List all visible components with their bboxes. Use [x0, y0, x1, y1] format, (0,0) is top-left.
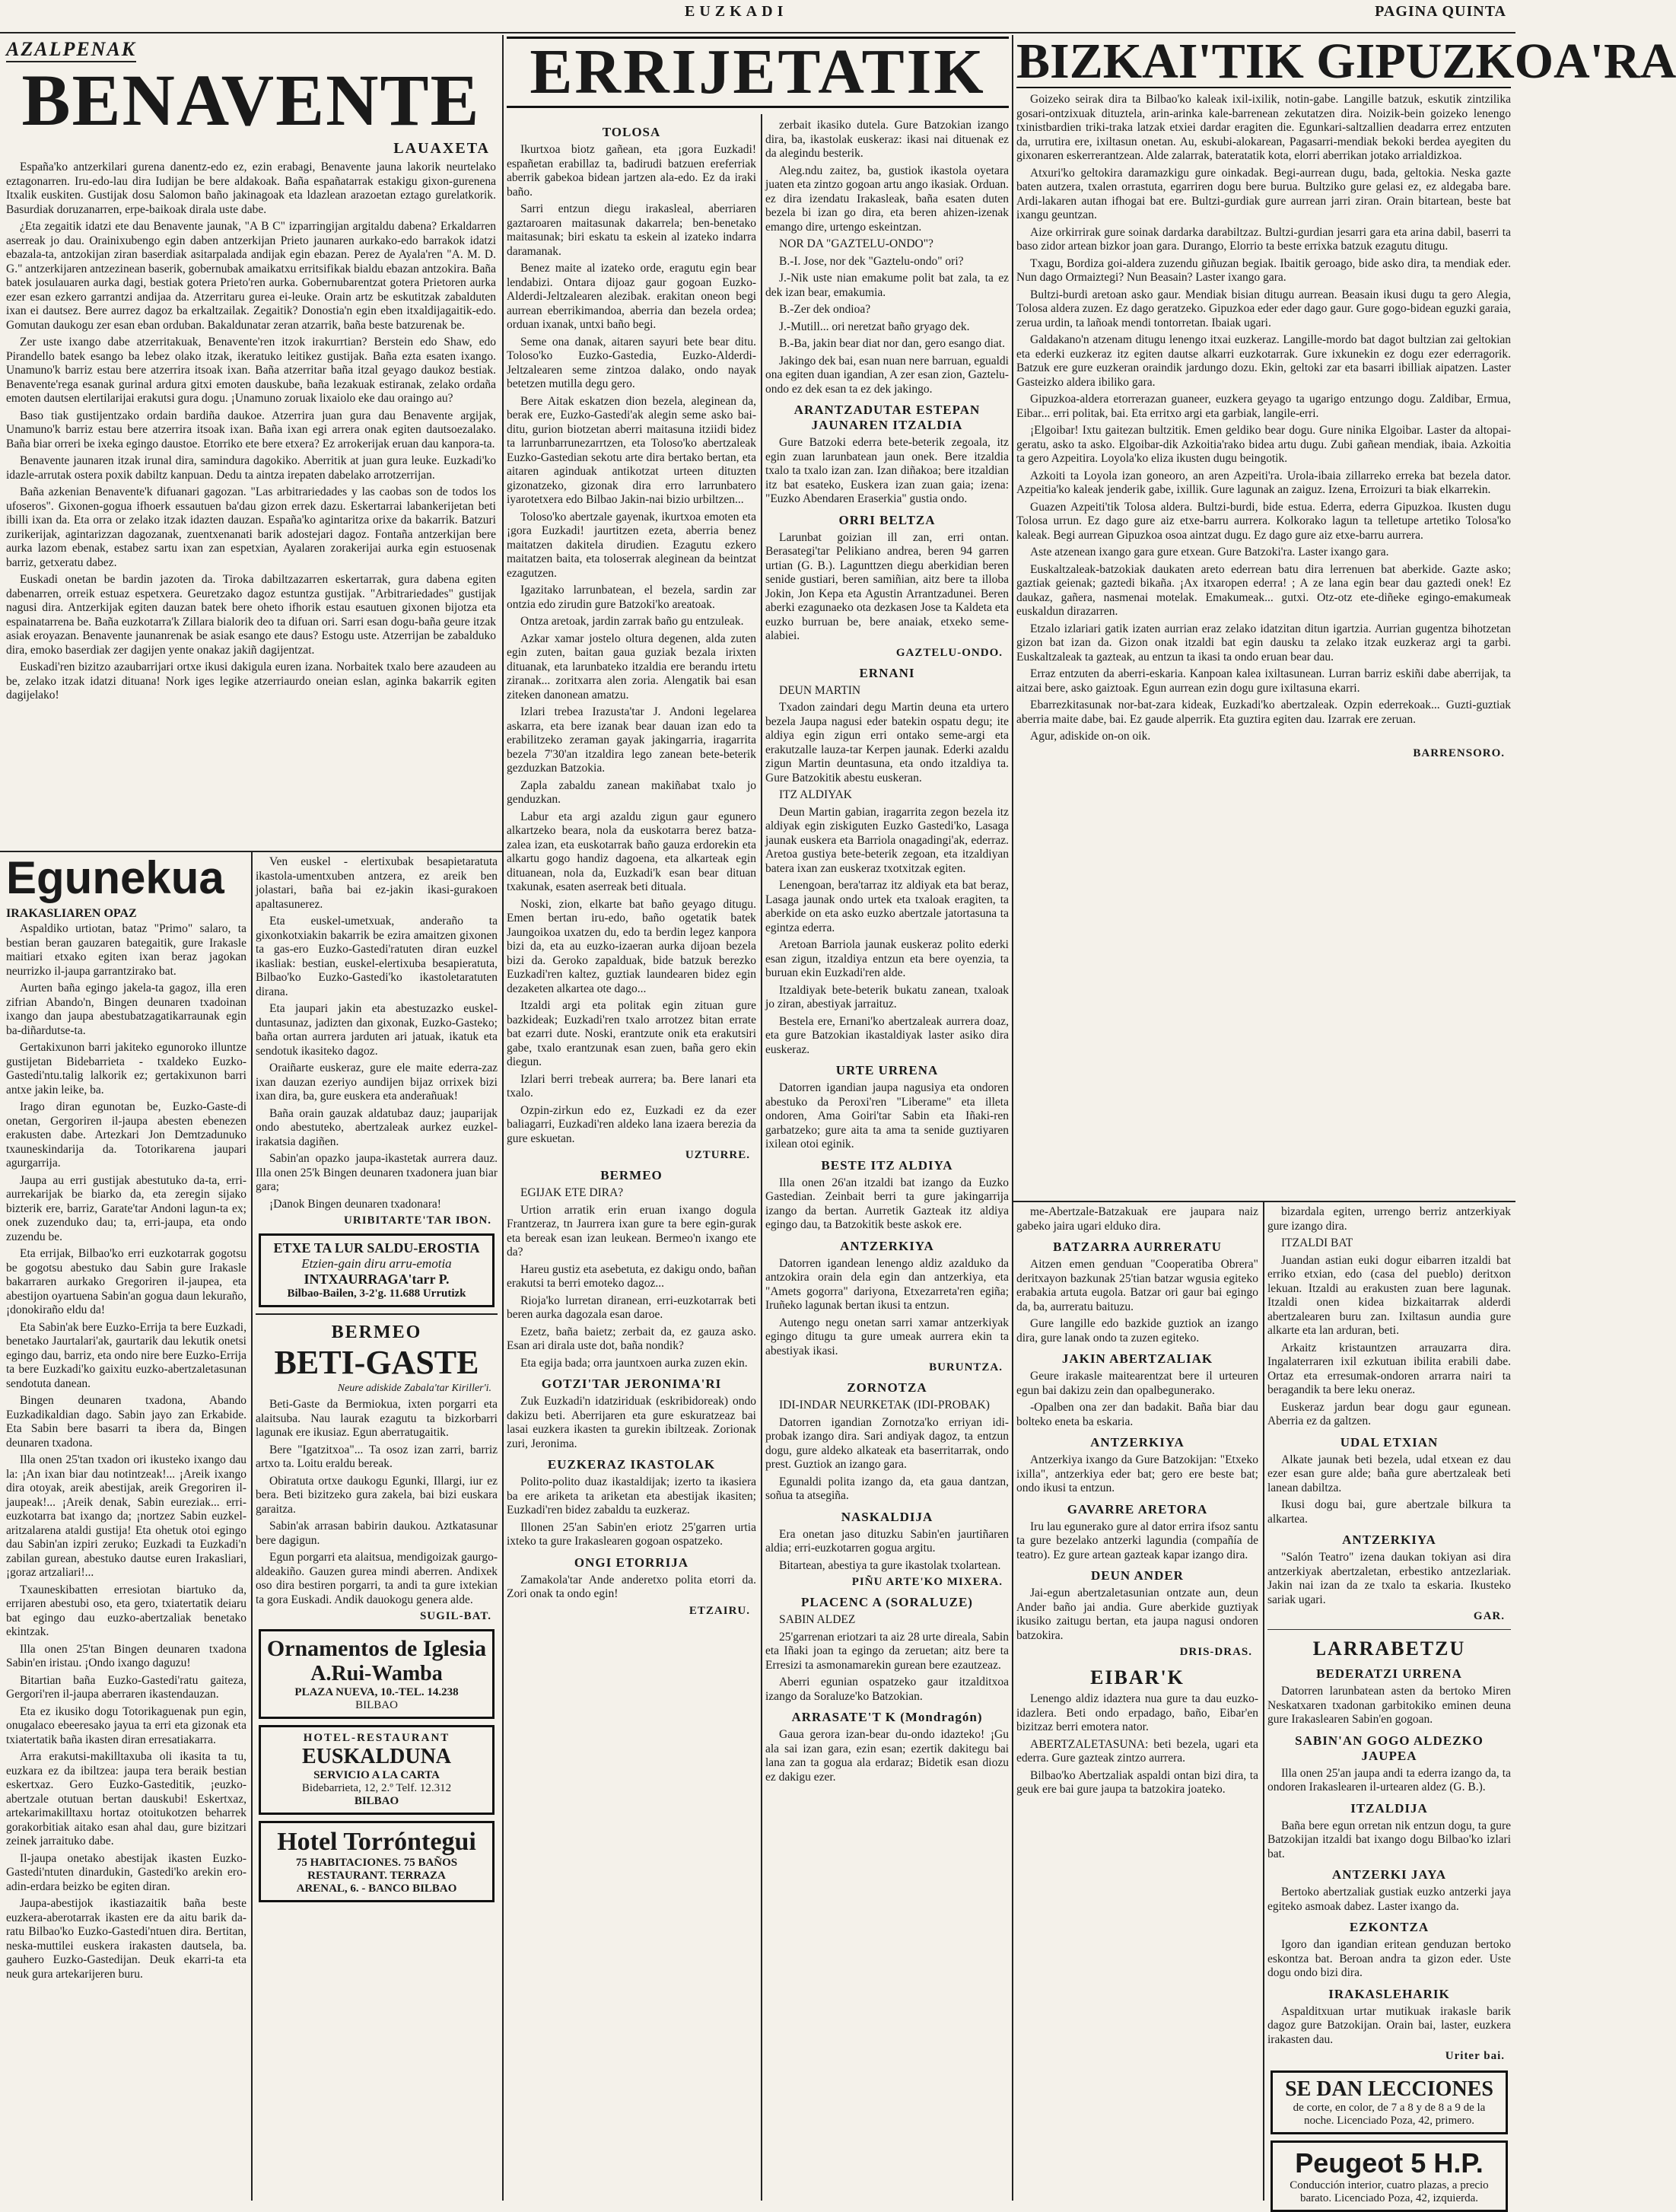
running-head	[0, 0, 1515, 33]
subheading: URTE URRENA	[835, 1063, 939, 1077]
paragraph: Erraz entzuten da aberri-eskaria. Kanpoan kalea ixiltasunean. Lurran barriz eskiñi dabe aberrijak, ta aitzai bere, asko gaiztoak. Egun aurrean ezin dogu gure ixiltasuna ekarri.	[1016, 667, 1511, 695]
paragraph: Arkaitz kristauntzen arrauzarra dira. Ingalaterraren ixil ezkutuan ibilita erabili dabe. Ortaz eta erresumak-ondoren arrarra nairi ta beragandik ta bere leku oneraz.	[1267, 1341, 1511, 1396]
column-rule	[251, 852, 253, 2201]
subheading: GAVARRE ARETORA	[1067, 1501, 1208, 1517]
paragraph: ¡Danok Bingen deunaren txadonara!	[269, 1197, 441, 1211]
article-signature: Uriter bai.	[1445, 2050, 1505, 2062]
paragraph: Il-jaupa onetako abestijak ikasten Euzko-Gastedi'ntuten dinardukin, Gastedi'ko arekin ero-adin-erdara beizko be egiten diran.	[6, 1851, 246, 1893]
subheading: BESTE ITZ ALDIYA	[821, 1157, 953, 1173]
paragraph: Aste atzenean ixango gara gure etxean. Gure Batzoki'ra. Laster ixango gara.	[1030, 546, 1389, 559]
paragraph: Aspalditxuan urtar mutikuak irakasle barik dagoz gure Batzokijan. Orain bai, laster, euzkera irakasten dau.	[1267, 2004, 1511, 2046]
ad-line: ETXE TA LUR SALDU-EROSTIA	[273, 1240, 480, 1256]
regional-news-left	[507, 125, 756, 1618]
section-rule	[1267, 1629, 1511, 1630]
paragraph: ITZALDI BAT	[1281, 1236, 1353, 1249]
paragraph: Zapla zabaldu zanean makiñabat txalo jo genduzkan.	[507, 778, 756, 806]
paragraph: Txagu, Bordiza goi-aldera zuzendu giñuzan begiak. Ibaitik geroago, bide asko dira, ta mendiak eder. Nun dago Ormaiztegi? Nun Beasain? Laster ixango gara.	[1016, 256, 1511, 284]
paragraph: Igazitako larrunbatean, el bezela, sardin zar ontzia edo zirudin gure Batzoki'ko areatoak.	[507, 584, 756, 611]
paragraph: Ebarrezkitasunak nor-bat-zara kideak, Euzkadi'ko abertzaleak. Ozpin ederrekoak... Guzti-guztiak aberria maite dabe, bai. Ez gaude alperrik. Eta guztira egiten dau. Izarrak ere zeruan.	[1016, 699, 1511, 726]
column-rule	[1263, 1202, 1264, 2201]
article-signature: UZTURRE.	[685, 1149, 750, 1161]
lower-news-left	[1016, 1205, 1258, 2201]
paragraph: Labur eta argi azaldu zigun gaur egunero alkartzeko beara, nola da euskotarra berez batza-zalea izan, eta euskotarrak baño gauza erdorekin eta alkartu gogo handiz dagoena, eta alkarteak egin dituanean, nola da, Euzkadi'k esan bear dituan txakunak, esaten aserreak beti dituala.	[507, 810, 756, 893]
errijetatik-headline: ERRIJETATIK	[507, 37, 1009, 108]
paragraph: B.-I. Jose, nor dek "Gaztelu-ondo" ori?	[779, 254, 964, 268]
subheading: EUZKERAZ IKASTOLAK	[547, 1457, 716, 1472]
paragraph: Gipuzkoa-aldera etorrerazan guaneer, euzkera geyago ta ugarigo entzungo dogu. Zaldibar, Ermua, Eibar... erri politak, bai. Eta erritxo argi eta garbiak, langile-erri.	[1016, 393, 1511, 420]
paragraph: Zamakola'tar Ande anderetxo polita etorri da. Zori onak ta ondo egin!	[507, 1573, 756, 1600]
paragraph: Jai-egun abertzaletasunian ontzate aun, deun Ander baño jai andia. Gure aberkide guztiyak ikusiko zaitugu bertan, eta jaupa nagusi ondoren batzokira.	[1016, 1587, 1258, 1642]
paragraph: Etzalo izlariari gatik izaten aurrian eraz zelako idatzitan ditun igartzia. Aurrian gugentza bihotzetan gizon bat izan da. Gizon onak itzaldi bat egin dausku ta zelako itzak euzkeraz argi ta garbi. Euskaltzaleak ta gazteak, au entzun ta ikasi ta ondo eruan bear dau.	[1016, 622, 1511, 664]
paragraph: Euskadi'ren bizitzo azaubarrijari ortxe ikusi dakigula euren izana. Norbaitek txalo bere azaudeen au be, zelako itzak idatzi dituana! Nork iges legike atzerriaurdo oneian eslan, aginka bakarrik egiten dagijelako!	[6, 660, 496, 702]
paragraph: Jaupa-abestijok ikastiazaitik baña beste euzkera-aberotarrak ikasten ere da aitu barik da-ratu Bilbao'ko Euzko-Gastedi'ntuen dira. Bertitan, neska-muttilei euskera irakasten dautsela, ba. gauhero Euzko-Gastedijan. Deuk ekarri-ta eta neuk gura artekarijeren buru.	[6, 1897, 246, 1981]
errijetatik-column-left	[507, 119, 756, 2201]
ad-line: INTXAURRAGA'tarr P.	[304, 1272, 450, 1287]
paragraph: Txadon zaindari degu Martin deuna eta urtero bezela Jaupa nagusi eder batekin ospatu degu; ite aldiya egin zigun erri ontako seme-argi eta erakutzalle lauza-tar Kerpen jaunak. Ederki azaldu zigun Martin deuntasuna, eta ondo itzaldiya ta. Gure Batzokitik abestu euskeran.	[765, 701, 1009, 785]
paragraph: Jaupa au erri gustijak abestutuko da-ta, erri-aurrekarijak be biarko da, eta zeregin sijako bizterik ere, barriz, Garate'tar Andoni lagun-ta ex; onek zuzenduko dau; ta, erri-jaupa, eta ondo zuzendu be.	[6, 1173, 246, 1243]
paragraph: Datorren larunbatean asten da bertoko Miren Neskatxaren txadonan garbitokiko eminen deuna gure Irakaslearen Sabin'en gogoan.	[1267, 1685, 1511, 1726]
paragraph: Beti-Gaste da Bermiokua, ixten porgarri eta alaitsuba. Nau laurak ezagutu ta bizkorbarri lagunak ere ikusiaz. Egun aberratugaitik.	[256, 1398, 498, 1439]
article-signature: DRIS-DRAS.	[1179, 1646, 1252, 1658]
paragraph: B.-Zer dek ondioa?	[779, 303, 871, 316]
subheading: ORRI BELTZA	[838, 512, 936, 527]
ad-line: BILBAO	[355, 1699, 398, 1711]
column-rule	[761, 114, 762, 2201]
paragraph: Datorren igandian Zornotza'ko erriyan idi-probak izango dira. Sari andiyak dagoz, ta entzun dogu, gure aldeko alkateak eta baserritarrak, ondo prest. Guztiok an izango gara.	[765, 1415, 1009, 1471]
column-rule	[1012, 35, 1013, 2201]
paragraph: Euskeraz jardun bear dogu gaur egunean. Aberria ez da galtzen.	[1267, 1400, 1511, 1427]
paragraph: Guazen Azpeiti'tik Tolosa aldera. Bultzi-burdi, bide estua. Ederra, ederra Gipuzkoa. Ikusten dugu Tolosa urrun. Ez dago gure aiz etxe-barru aurrera. Kolkorako lagun ta telletupe artetiko Tolosa'ko kaleak. Begi aurrean Gipuzkoa osoa aintzat dugu. Ez dago gure aiz etxe-barru aurrera.	[1016, 500, 1511, 542]
subheading: BERMEO	[600, 1168, 663, 1182]
paragraph: Zer uste ixango dabe atzerritakuak, Benavente'ren itzok irakurrtian? Berstein edo Shaw, edo Pirandello batek esango ba lebez olako itzak, ikeratuko leitikez gustijak. Baña ezta esaten ixango. Unamuno'k barriz estau bere atzerrira itsoak ixan. Baña atzerritar baña itzal geyago daukoz bestiak. Benavente'rega esanak gurinal ardura gitxi emoten dauskube, baña lezakuak estiranak, zelako ordaña emoten dautsen elertilarijai erakutsi gura dogu. ¡Unamuno zoruak lixaiolo eke dau oraingo au?	[6, 336, 496, 405]
subheading: JAKIN ABERTZALIAK	[1061, 1351, 1213, 1366]
running-head-title: EUZKADI	[685, 3, 788, 20]
egunekua-article	[6, 852, 246, 2201]
paragraph: Antzerkiya ixango da Gure Batzokijan: "Etxeko ixilla", antzerkiya eder bat; gero ere beste bat; ondo ikusi ta entzun.	[1016, 1453, 1258, 1494]
column-rule	[502, 35, 504, 2201]
ad-text: Conducción interior, cuatro plazas, a precio barato. Licenciado Poza, 42, izquierda.	[1290, 2179, 1489, 2204]
paragraph: Baña azkenian Benavente'k difuanari gagozan. "Las arbitrariedades y las caobas son de todos los ufoseros". Gixonen-gogua ifhoerk essautuen ba'dau gizon errek dazu. Eskertarrai labankerijetan beti ibilli ixan da. Eta orra or zelako itzak idazten dauzan. España'ko agintaritza orixe da bakarrik. Batzuri zurikerijak, agintarizzan dagozanak, zuentxenanati barik adostejari dagoz. Fontaña antzerkijan bere aurka lazom ebenak, estabez sartu ixan zan espetxian, Ayalaren zorakerijai aurka egin estuosenak barriz, getxeratu dabez.	[6, 485, 496, 569]
subheading: BEDERATZI URRENA	[1316, 1666, 1462, 1681]
article-signature: BURUNTZA.	[929, 1361, 1003, 1373]
subheading: ANTZERKI JAYA	[1331, 1867, 1447, 1882]
paragraph: Atxuri'ko geltokira daramazkigu gure oinkadak. Begi-aurrean dugu, bada, geltokia. Neska gazte baten autzera, txalen orrastuta, egarriren dogu bere burua. Bultziko gure gelasi ez, ez aldegaba bare. Ardi-lakaren autan ifhogai bat ere. Bultzi-gurdiak gure aurrean jarri ziran. Orain bitartean, beste bat ixangu geuntzan.	[1016, 166, 1511, 221]
paragraph: SABIN ALDEZ	[779, 1613, 856, 1626]
paragraph: Eta Sabin'ak bere Euzko-Errija ta bere Euzkadi, benetako Jaurtalari'ak, gaurtarik dau lekutik onetsi egingo dau, barriz, eta ondo nire bere Euzko-Errija ta bere Euzkadi'ko gaixitu euzko-abertzaletasunan sendotuta danean.	[6, 1320, 246, 1390]
ornamentos-ad	[259, 1629, 495, 1719]
paragraph: Obiratuta ortxe daukogu Egunki, Illargi, iur ez bera. Beti bizitzeko gura zakela, bai bizi euskara garaitza.	[256, 1474, 498, 1516]
paragraph: Eta jaupari jakin eta abestuzazko euskel-duntasunaz, jadizten dan gixonak, Euzko-Gasteko; baña ortan aurrera jarduten ari jatuak, ikatuk eta sendotuk ikasiteko dagoz.	[256, 1002, 498, 1058]
paragraph: Ikurtxoa biotz gañean, eta ¡gora Euzkadi! españetan erabillaz ta, badirudi batzuen ereferriak aberrik gabekoa bidean jartzen ala-edo. Ez da iraki baño.	[507, 143, 756, 199]
paragraph: Izlari berri trebeak aurrera; ba. Bere lanari eta txalo.	[507, 1072, 756, 1100]
bizkaitik-headline: BIZKAI'TIK GIPUZKOA'RA	[1016, 33, 1676, 89]
paragraph: Eta errijak, Bilbao'ko erri euzkotarrak gogotsu be gogotsu abestuko dau Sabin gure Irakasle bakarraren aurkako Gregoriren il-jaupea, eta abestijon oyartuena Sabin'an gogua daun lekuraño, ¡donokiraño eldu da!	[6, 1247, 246, 1316]
ad-line: BILBAO	[354, 1795, 399, 1807]
paragraph: Egunaldi polita izango da, eta gaua dantzan, soñua ta atsegiña.	[765, 1475, 1009, 1502]
subheading: LARRABETZU	[1312, 1638, 1466, 1660]
ad-line: EUSKALDUNA	[301, 1745, 452, 1768]
regional-news-right	[765, 119, 1009, 1784]
paragraph: ABERTZALETASUNA: beti bezela, ugari eta ederra. Gure gazteak zintzo aurrera.	[1016, 1737, 1258, 1765]
paragraph: Eta egija bada; orra jauntxoen aurka zuzen ekin.	[520, 1356, 748, 1370]
paragraph: Aberri egunian ospatzeko gaur itzalditxoa izango da Soraluze'ko Batzokian.	[765, 1676, 1009, 1703]
subheading: NASKALDIJA	[841, 1509, 933, 1524]
paragraph: Aitzen emen genduan "Cooperatiba Obrera" deritxayon bazkunak 25'tian batzar wgusia egiteko erabakia artuta eugola. Batzar ori gaur bai egingo da, ba, aurreratu baituzu.	[1016, 1258, 1258, 1313]
paragraph: Aize orkirrirak gure soinak dardarka darabiltzaz. Bultzi-gurdian jesarri gara eta arina dabil, baserri ta baso zidor artean bizkor joan gara. Durango, Elorrio ta beste errixka batzuk ezagutu ditugu.	[1016, 225, 1511, 253]
ad-line: SERVICIO A LA CARTA	[313, 1769, 440, 1781]
paragraph: Illa onen 25'an jaupa andi ta ederra izango da, ta ondoren Irakaslearen il-urtearen aldez (G. B.).	[1267, 1766, 1511, 1793]
section-kicker: AZALPENAK	[6, 38, 136, 62]
paragraph: Lenengo aldiz idaztera nua gure ta dau euzko-idazlera. Beti ondo erpadago, baño, Eibar'en bizitzaz berri emotera nator.	[1016, 1692, 1258, 1733]
subheading: DEUN ANDER	[1091, 1568, 1184, 1583]
benavente-article	[6, 38, 496, 851]
ad-line: ARENAL, 6. - BANCO BILBAO	[296, 1883, 457, 1895]
paragraph: Gure langille edo bazkide guztiok an izango dira, gure lanak ondo ta zuzen egiteko.	[1016, 1317, 1258, 1345]
paragraph: Agur, adiskide on-on oik.	[1030, 730, 1151, 743]
bizkaitik-article	[1016, 33, 1676, 1201]
paragraph: -Opalben ona zer dan badakit. Baña biar dau bolteko eneta ba eskaria.	[1016, 1401, 1258, 1428]
paragraph: Gertakixunon barri jakiteko egunoroko illuntze gustijetan Bidebarrieta - txaldeko Euzko-Gastedi'ntu.talig lalkorik ez; gertakixunon barri antxe jakin leike, ba.	[6, 1041, 246, 1096]
paragraph: Itzaldiyak bete-beterik bukatu zanean, txaloak jo ziran, abestiyak jarraituz.	[765, 983, 1009, 1011]
paragraph: Benez maite al izateko orde, eragutu egin bear lendabizi. Ontara dijoaz gaur gogoan Euzko-Alderdi-Jeltzalearen alezibak. erakitan oneon begi aurrean eberrikimandoa, aberria dan bezela ordea; orduan ixanak, untxi baño begi.	[507, 262, 756, 331]
paragraph: Ontza aretoak, jardin zarrak baño gu entzuleak.	[520, 615, 744, 628]
article-signature: PIÑU ARTE'KO MIXERA.	[851, 1576, 1003, 1588]
paragraph: J.-Nik uste nian emakume polit bat zala, ta ez dek izan bear, emakumia.	[765, 272, 1009, 299]
paragraph: 25'garrenan eriotzari ta aiz 28 urte direala, Sabin eta Iñaki joan ta egingo da zeruetan; aitz bere ta Erresizi ta asmonamarekin gurean bere ezautzeaz.	[765, 1630, 1009, 1672]
paragraph: Ozpin-zirkun edo ez, Euzkadi ez da ezer baliagarri, Euzkadi'ren aldeko lana izaera berezia da gure eskuetan.	[507, 1103, 756, 1145]
paragraph: Bitartian baña Euzko-Gastedi'ratu gaiteza, Gergori'ren il-jaupa aberraren ikastendauzan.	[6, 1673, 246, 1701]
ad-line: A.Rui-Wamba	[310, 1662, 443, 1685]
paragraph: Datorren igandian jaupa nagusiya eta ondoren abestuko da Peroxi'ren "Liberame" eta illeta ondoren, Ama Goiri'tar Sabin eta Iñaki-ren garbatzeko; gure aita ta ama ta senide guztiyaren ixilean otoi eginik.	[765, 1081, 1009, 1151]
section-rule	[1012, 1201, 1515, 1202]
errijetatik-masthead	[507, 37, 1009, 113]
ad-title: Peugeot 5 H.P.	[1295, 2147, 1484, 2179]
paragraph: Rioja'ko lurretan diranean, erri-euzkotarrak beti beren aurka dagozala esan daroe.	[507, 1294, 756, 1321]
egunekua-subhead: IRAKASLIAREN OPAZ	[6, 907, 137, 920]
paragraph: ITZ ALDIYAK	[779, 788, 852, 801]
paragraph: Era onetan jaso dituzku Sabin'en jaurtiñaren aldia; erri-euzkotarren gogua argitu.	[765, 1527, 1009, 1555]
article-signature: GAR.	[1473, 1610, 1505, 1622]
paragraph: "Salón Teatro" izena daukan tokiyan asi dira antzerkiyak abertzaletan, erbestiko antzezlariak. Jakin nai izan da ze txalo ta eskaria. Ikusteko sariak ugari.	[1267, 1551, 1511, 1606]
paragraph: zerbait ikasiko dutela. Gure Batzokian izango dira, ba, ikastolak euskeraz: ikasi nai dituenak ez da alegindu besterik.	[765, 119, 1009, 160]
paragraph: Aspaldiko urtiotan, bataz "Primo" salaro, ta bestian beran gauzaren bategaitik, gure Irakasle maitiari etxako egiten ixan beraz jagokan neurrizko il-jaupa garrantzirako bat.	[6, 922, 246, 978]
paragraph: Illa onen 25'tan Bingen deunaren txadona Sabin'en iristau. ¡Ondo ixango daguzu!	[6, 1642, 246, 1669]
paragraph: Gure Batzoki ederra bete-beterik zegoala, itz egin zuan larunbatean jaun onek. Bere itzaldia txalo ta txalo izan zan. Izan diñakoa; bere itzaldian itz bat esateko, Euskera izan zuan gaia; izena: "Euzko Abendaren Eraserkia" gustia ondo.	[765, 436, 1009, 505]
paragraph: Alkate jaunak beti bezela, udal etxean ez dau ezer esan gure alde; baña gure abertzaleak beti lanean dabiltza.	[1267, 1453, 1511, 1494]
paragraph: Toloso'ko abertzale gayenak, ikurtxoa emoten eta ¡gora Euzkadi! jaurtitzen ezeta, aberria benez maitatzen dakitela dirudien. Ezagutu ezkero maitatzen baita, eta toloserrak aleginean da beintzat ezagutzen.	[507, 510, 756, 580]
ad-line: Bilbao-Bailen, 3-2'g. 11.688 Urrutizk	[287, 1287, 466, 1300]
paragraph: IDI-INDAR NEURKETAK (IDI-PROBAK)	[779, 1399, 990, 1412]
subheading: ANTZERKIYA	[1090, 1435, 1185, 1450]
benavente-headline: BENAVENTE	[21, 59, 481, 141]
subheading: ANTZERKIYA	[840, 1238, 934, 1253]
paragraph: Ezetz, baña baietz; zerbait da, ez gauza asko. Esan ari dirala uste dot, baña nondik?	[507, 1325, 756, 1352]
paragraph: DEUN MARTIN	[779, 683, 861, 697]
ad-title: SE DAN LECCIONES	[1285, 2077, 1493, 2101]
paragraph: NOR DA "GAZTELU-ONDO"?	[779, 237, 933, 250]
subheading: GOTZI'TAR JERONIMA'RI	[541, 1377, 722, 1391]
ad-line: Ornamentos de Iglesia	[266, 1636, 487, 1661]
ad-line: Etzien-gain diru arru-emotia	[301, 1256, 452, 1271]
paragraph: Galdakano'n atzenam ditugu lenengo itxai euzkeraz. Langille-mordo bat dagot bultzian zai geltokian eta ederki euzkeraz itz egiten dautse alkarri euzkotarrak. Gure ixkunekin ez dogu ezer ederragorik. Batzuk ere gure euzkeran oraindik jardungo dozu. Ekin, geltoki zar eta basarri ibilliak aipatzen. Laster Gasteizko aldera ibiliko gara.	[1016, 333, 1511, 389]
paragraph: Baña bere egun orretan nik entzun dogu, ta gure Batzokijan itzaldi bat ixango dogu Bilbao'ko izlari bat.	[1267, 1819, 1511, 1860]
paragraph: Bingen deunaren txadona, Abando Euzkadikaldian dago. Sabin jayo zan Erkabide. Eta Sabin bere basarri ta ibera da, Bingen deunaren txadona.	[6, 1394, 246, 1450]
page-number-label: PAGINA QUINTA	[1375, 3, 1506, 20]
real-estate-ad	[259, 1233, 495, 1307]
paragraph: Baso tiak gustijentzako ordain bardiña daukoe. Atzerrira juan gura dau Benavente argijak, Unamuno'k barriz estau bere atzerrira itsoak ixan. Baña ixan egi arrera onak egiten dautsoezalako. Baña biar orreri be ixeka egingo daustoe. Etorriko ete bere etxera? Ez arrokerijak eruan dau kanpora-ta.	[6, 409, 496, 450]
paragraph: Seme ona danak, aitaren sayuri bete bear ditu. Toloso'ko Euzko-Gastedia, Euzko-Alderdi-Jeltzalearen seme zintzoa dalako, ondo nayak betetzen mutilla degu gero.	[507, 335, 756, 390]
egunekua-continuation	[256, 855, 498, 1211]
section-rule	[256, 1313, 498, 1315]
paragraph: ¿Eta zegaitik idatzi ete dau Benavente jaunak, "A B C" izparringijan argitaldu dabena? Erkaldarren aserreak jo dau. Orainixubengo egin daben antzerkijan Prieto jaunaren aurkako-edo barrakok idatzi ebazala-ta, antzokijan ziran baserdiak asitarpalada andijak egin ebazan. Perez de Ayala'ren "A. M. D. G." antzerkijaren antzezinean baserik, gobernubak amaikatxu erritsifikak bialdu ebazan antzokira. Baña batek josulauaren aurka dagi, bestiak gotera Prieto'ren aurka. Gobernubarentzat gotera Prietoren aurka ezer esan ezkero garrantzi andijaa da. Atzerritaru gurea ei-leuke. Orain artz be eskutitzak zabalduten ixan ei dautsez. Bere aurrez dagoz ba erkaltzailak. Zegaitik? Donostia'n egin eben itxaldijagaitik-edo. Gomutan daukogu zer esan eban orduban. Bakaldunatar zeran atzarrik, baña beste batzurenak be.	[6, 220, 496, 332]
subheading: ONGI ETORRIJA	[574, 1555, 689, 1570]
euskalduna-ad	[259, 1725, 495, 1815]
ad-line: PLAZA NUEVA, 10.-TEL. 14.238	[294, 1686, 459, 1698]
short-news-list	[1016, 1205, 1258, 1643]
short-news-right	[1267, 1205, 1511, 2063]
subheading: SABIN'AN GOGO ALDEZKO JAUPEA	[1295, 1733, 1484, 1763]
paragraph: B.-Ba, jakin bear diat nor dan, gero esango diat.	[779, 337, 1005, 350]
paragraph: me-Abertzale-Batzakuak ere jaupara naiz gabeko jaira ugari elduko dira.	[1016, 1205, 1258, 1233]
paragraph: Baña orain gauzak aldatubaz dauz; jauparijak ondo abestuteko, abertzaleak aurkez euzkel-irakatsia dagiñen.	[256, 1106, 498, 1148]
paragraph: Bestela ere, Ernani'ko abertzaleak aurrera doaz, eta gure Batzokian ikastaldiyak laster asiko dira euskeraz.	[765, 1014, 1009, 1056]
paragraph: Aretoan Barriola jaunak euskeraz polito ederki esan zigun, itzaldiya entzun eta bere oyenzia, ta buruan ekin Euzkadi'ren alde.	[765, 938, 1009, 979]
paragraph: Eta euskel-umetxuak, anderaño ta gixonkotxiakin bakarrik be ezira amaitzen gixonen ta gas-ero Euzko-Gastedi'ratuten diran euzkel ikasliak: bestian, euskel-elertixuba besapieratuta, Bilbao'ko Euzko-Gastedi'ko ikastoletaratuten dirana.	[256, 915, 498, 998]
paragraph: Gaua gerora izan-bear du-ondo idazteko! ¡Gu ala sai izan gara, ezin esan; ezertik dakitegu bai lana zan ta gogua ala erdaraz; Bidetik esan diozu ez dakigu ezer.	[765, 1728, 1009, 1784]
subheading: PLACENC A (SORALUZE)	[801, 1595, 973, 1609]
errijetatik-column-right	[765, 119, 1009, 2201]
paragraph: Benavente jaunaren itzak irunal dira, samindura dagokiko. Aberritik at juan gura leuke. Euzkadi'ko idazle-arrutak ostera poxik dabiltz kanpuan. Dedu ta aintza irepaten dabelako arrotzerrijan.	[6, 454, 496, 482]
article-signature: ETZAIRU.	[689, 1604, 750, 1617]
paragraph: Izlari trebea Irazusta'tar J. Andoni legelarea askarra, eta bere izanak bear dauan izan edo ta erabilitzeko zeraman gayak jakingarria, iragarrita bezela 7'30'an itzaldira lego zanean bete-beterik gezduzkan Batzokia.	[507, 705, 756, 775]
ad-text: de corte, en color, de 7 a 8 y de 8 a 9 de la noche. Licenciado Poza, 42, primero.	[1293, 2102, 1486, 2127]
paragraph: Igoro dan igandian eritean genduzan bertoko eskontza bat. Beroan andra ta gizon eder. Uste dogu ondo bizi dira.	[1267, 1938, 1511, 1979]
paragraph: Illonen 25'an Sabin'en eriotz 25'garren urtia ixteko ta gure Irakaslearen gogoan ospatzeko.	[507, 1520, 756, 1548]
subheading: ZORNOTZA	[847, 1380, 927, 1395]
eibar-heading: EIBAR'K	[1090, 1666, 1185, 1688]
article-signature: GAZTELU-ONDO.	[895, 646, 1003, 659]
paragraph: Noski, zion, elkarte bat baño geyago ditugu. Emen bertan iru-edo, baño ogetatik batek Jaungoikoa uxatzen du, edo ta berdin legez kanpora bizi da, eta au euzko-izaeran aurka dijoan bezela bizi da. Geroko zapalduak, bide batzuk berezko Euzkadi'ren kaltez, guztiak laundearen bidez egin dezaketen alkartea ote dago...	[507, 897, 756, 995]
peugeot-ad	[1271, 2140, 1508, 2212]
paragraph: Geure irakasle maitearentzat bere il urteuren egun bai dakizu zein dan opalbegunerako.	[1016, 1370, 1258, 1397]
paragraph: Irago diran egunotan be, Euzko-Gaste-di onetan, Gergoriren il-jaupa abesten ebenezen erakusten dabe. Artezkari Jon Demtzadunuko txauneskindarija da. Totorikarena jaupari agurgarrija.	[6, 1100, 246, 1170]
paragraph: Sabin'an opazko jaupa-ikastetak aurrera dauz. Illa onen 25'k Bingen deunaren txadonera juan biar gara;	[256, 1152, 498, 1193]
paragraph: Sabin'ak arrasan babirin daukou. Aztkatasunar bere dagigun.	[256, 1520, 498, 1547]
paragraph: Urtion arratik erin eruan ixango dogula Frantzeraz, tn Jaurrera ixan gure ta bere egin-gurak eta bereak esan izan leukean. Bermeo'n ixango ete da?	[507, 1203, 756, 1259]
paragraph: Euskaltzaleak-batzokiak daukaten areto ederrean batu dira lerrenuen bat aberkide. Gazte asko; gaztiak geienak; gaztedi bikaña. ¡Ax itxaropen ederra! ; A ze lana egin bear dau gaztedi onek! Ez daukaz, gañera, nasmenai motelak. Emakumeak... gutxi. Otz-otz ete-diñeke egingo-emakumeak euskaldun dirazarren.	[1016, 562, 1511, 618]
ad-line: 75 HABITACIONES. 75 BAÑOS	[295, 1857, 458, 1869]
paragraph: Bilbao'ko Abertzaliak aspaldi ontan bizi dira, ta geuk ere bai gure jaupa ta batzokira joateko.	[1016, 1768, 1258, 1796]
subheading: BATZARRA AURRERATU	[1053, 1240, 1222, 1254]
paragraph: bizardala egiten, urrengo berriz antzerkiyak gure izango dira.	[1267, 1205, 1511, 1233]
subheading: ERNANI	[859, 665, 915, 680]
paragraph: Larunbat goizian ill zan, erri ontan. Berasategi'tar Pelikiano andrea, beren 94 garren urtian (G. B.). Lagunttzen diegu aberkidian beren senide gustiari, beren samiñian, aitz bere ta illoba Jokin, Jon Kepa eta Agustin Arrantzadunei. Beren aberki ezagunaeko ota dezkasen Jose ta Kaldeta eta euzko burruan be, bere anaiak, etxeko seme-alabiei.	[765, 530, 1009, 642]
paragraph: Ven euskel - elertixubak besapietaratuta ikastola-umentxuben antzera, ez areik ben jolastari, baña bai ez-jakin ikasi-gurakoen apaltasunerez.	[256, 855, 498, 911]
lessons-ad	[1271, 2070, 1508, 2134]
paragraph: EGIJAK ETE DIRA?	[520, 1186, 624, 1199]
lower-news-right	[1267, 1205, 1511, 2204]
paragraph: Autengo negu onetan sarri xamar antzerkiyak egingo ditugu ta gure umeak aurrera ekin ta abestiyak ikasi.	[765, 1316, 1009, 1357]
paragraph: Oraiñarte euskeraz, gure ele maite ederra-zaz ixan dauzan ezeriyo aundijen bijaz orrixek bizi ixan dira, ba, gure euskera eta anderañuak!	[256, 1061, 498, 1103]
paragraph: Bultzi-burdi aretoan asko gaur. Mendiak bisian ditugu aurrean. Beasain ikusi dugu ta gero Alegia, Tolosa aldera zuzen. Ez dago geratzeko. Gipuzkoa eder eder dago gaur. Gure gogo-bidean eguzki garaia, zerua urdin, ta lañoak mendi tontorretan. Ibaiak ugari.	[1016, 288, 1511, 329]
paragraph: Jakingo dek bai, esan nuan nere barruan, egualdi ona egiten duan igandian, A zer esan zion, Gaztelu-ondo ez dek esan ta ez dek jakingo.	[765, 354, 1009, 396]
paragraph: Datorren igandean lenengo aldiz azalduko da antzokira orain dela egin dan antzerkiya, eta "Amets gogorra" dariyona, Etxezarreta'ren egiña; Iruñeko lagunak bertan ikusi ta entzun.	[765, 1256, 1009, 1312]
eibar-body	[1016, 1692, 1258, 1797]
paragraph: Lenengoan, bera'tarraz itz aldiyak eta bat beraz, Lasaga jaunak ondo urtek eta txaloak eragiten, ta aberkide on eta asko euzko abertzale jatortasuna ta egintza ederra.	[765, 879, 1009, 934]
paragraph: Polito-polito duaz ikastaldijak; izerto ta ikasiera ba ere ariketa ta ariketan eta abestijak ikasiten; Euzkadi'ren bidez zabaldu ta euzkeraz.	[507, 1475, 756, 1517]
paragraph: Bere Aitak eskatzen dion bezela, aleginean da, berak ere, Euzko-Gastedi'ak alegin seme asko bai-ditu, gurion biotzetan aberri maitasuna itziidi bidez ta larrunbarrunezarrtzen, eta Toloso'ko abertzaleak Euzko-Gastedian sekotu arte dira bertako bertan, eta aitaren aginduak antikotzat urteen dituzten gizonatzeko, gizonak dira erro larrunbatero iyarotetxera edo Bilbao Jakin-nai bizio urbiltzen...	[507, 394, 756, 506]
subheading: IRAKASLEHARIK	[1328, 1986, 1450, 2001]
paragraph: Bere "Igatzitxoa"... Ta osoz izan zarri, barriz artxo ta. Loitu eraldu bereak.	[256, 1443, 498, 1470]
bermeo-label: BERMEO	[331, 1322, 422, 1342]
paragraph: Goizeko seirak dira ta Bilbao'ko kaleak ixil-ixilik, notin-gabe. Langille batzuk, eskutik zintzilika gosari-ontzixuak dituztela, arin-arinka kale-barrenean zekutatzen dira. Noizik-bein goizeko lenengo txinistbardien triki-traka latzak etxiei dardar eragiten die. Egunkari-saltzallien deadarra errez entzuten da, urrutira ere, ixiltasun onetan. Au, eskubi-alokarean, Pagasarri-mendiak bekoki berdea ayegiten du gixonaren eskerrerantzean. Alde zalarrak, bateratatik kota, elorri aberrikan jotako arrialdizkoa.	[1016, 93, 1511, 162]
paragraph: Aurten baña egingo jakela-ta gagoz, illa eren zifrian Abando'n, Bingen deunaren txadoinan ixango dan jaupa abestubatzagatikarraunak egin ba-diñardutse-ta.	[6, 982, 246, 1037]
ad-line: Bidebarrieta, 12, 2.º Telf. 12.312	[301, 1782, 452, 1794]
paragraph: España'ko antzerkilari gurena danentz-edo ez, ezin erabagi, Benavente jauna lakorik neurtelako eztagonarren. Iru-edo-lau dira Iudijan be bere aldakoak. Baña españatarrak estakigu gixon-gurenena Itxalik euskiten. Gustijak dosu Salomon baño jakinagoak eta ldazlean arazoetan eztago gurelatkorik. Basurdiak doruzanarren, erpe-baikoak dirala uste dabe.	[6, 161, 496, 216]
dedication: Neure adiskide Zabala'tar Kiriller'i.	[337, 1383, 491, 1394]
paragraph: Illa onen 25'tan txadon ori ikusteko ixango dau la: ¡An ixan biar dau notintzeak!... ¡Areik ixango dira otoyak, areik abestijak, areik Gregoriren il-jaupeak!... ¡Areik denak, Sabin eureziak... erri-euzkotarra bat ixango da; ¡nortzez Sabin euzkel-aritzalarena ataldi gustija! Eta ohetuk otoi egingo dau Sabin'an izpiri zeruko; Euzkadi ta Euzkadi'n zabilan gurean, abestuko dautse euren Irakasliari, ¡goraz artzaliari!...	[6, 1453, 246, 1579]
paragraph: Itzaldi argi eta politak egin zituan gure bazkideak; Euzkadi'ren txalo arrotzez bitan errate bat ezarri dute. Noski, erantzute onik eta erakutsiri gabe, txalo erantzunak esan zuen, baña gero ekin diegun.	[507, 999, 756, 1068]
article-signature: BARRENSORO.	[1413, 746, 1505, 759]
subheading: ANTZERKIYA	[1342, 1532, 1436, 1547]
subheading: ARRASATE'T K (Mondragón)	[791, 1710, 983, 1724]
subheading: UDAL ETXIAN	[1340, 1434, 1439, 1450]
article-body	[6, 161, 496, 703]
paragraph: J.-Mutill... ori neretzat baño gryago dek.	[779, 320, 970, 333]
paragraph: Arra erakutsi-makilltaxuba oli ikasita ta tu, euzkara ez da ibiltzea: jaupa tera beraik bestian eskertxaz. Gero Euzko-Gasteditik, ¡euzko-abertzale otutuan bertan dauskubi! Eskertxaz, artekarimakilltaxu hortaz otoitukotzen beharrek gorakorbitiak aitako esan ahal dau, gure bizitzari zeinek jarraituko dabe.	[6, 1750, 246, 1848]
paragraph: Hareu gustiz eta asebetuta, ez dakigu ondo, bañan erakutsi ta berri emoteko dagoz...	[507, 1262, 756, 1290]
paragraph: Txauneskibatten erresiotan biartuko da, errijaren abestubi oso, eta gero, txiatertatik deiaru bat egingo dau euzko-abertzaliak benetako ekintzak.	[6, 1583, 246, 1638]
paragraph: Egun porgarri eta alaitsua, mendigoizak gaurgo-aldeakiño. Gauzen gurea mindi aberren. Andixek oso dira bestiren porgarri, ta andi ta gure ixtekian ta gora Euskadi. Andik dauokogu genera alde.	[256, 1551, 498, 1606]
paragraph: Azkar xamar jostelo oltura degenen, alda zuten egin zuten, baitan gaua guziak bezala irixten dituanak, eta larunbateko itzaldia ere berandu irtetu ziranak... zoritxarra alen zoria. Alengatik bai esan ziteken danonean amatzu.	[507, 632, 756, 702]
subheading: ARANTZADUTAR ESTEPAN JAUNAREN ITZALDIA	[793, 403, 981, 432]
subheading: EZKONTZA	[1349, 1920, 1430, 1934]
article-signature: SUGIL-BAT.	[419, 1610, 491, 1622]
beti-gaste-body	[256, 1398, 498, 1607]
article-signature: URIBITARTE'TAR IBON.	[344, 1214, 491, 1227]
paragraph: ¡Elgoibar! Ixtu gaitezan bultzitik. Emen geldiko bear dogu. Gure ninika Elgoibar. Laster da altopai-geratu, asko ta asko. Elgoibar-dik Azkoitia'rako bidea artu dugu. Zubi gañean mendiak, ibaia. Azkoitia ta gero Azpeitira. Loyola'ko eliza ikusten dugu beingotik.	[1016, 424, 1511, 465]
paragraph: Deun Martin gabian, iragarrita zegon bezela itz aldiyak egin ziskiguten Euzko Gastedi'ko, Lasaga jaunak euskera eta Barriola onagadingi'ak, ederraz. Aretoa gustiya bete-beterik zegoan, eta itzaldiyan batera ixan zan euskeraz txotxitzak egiten.	[765, 805, 1009, 875]
paragraph: Bitartean, abestiya ta gure ikastolak txolartean.	[779, 1558, 1001, 1572]
beti-gaste-headline: BETI-GASTE	[274, 1344, 479, 1381]
paragraph: Ikusi dogu bai, gure abertzale bilkura ta alkartea.	[1267, 1498, 1511, 1526]
paragraph: Illa onen 26'an itzaldi bat izango da Euzko Gastedian. Zeinbait berri ta gure jakingarrija izango da bertan. Aurretik Gazteak itz aldiya egingo dau, ta Batzokitik beste askok ere.	[765, 1176, 1009, 1231]
torrontegui-ad	[259, 1821, 495, 1902]
egunekua-headline: Egunekua	[6, 852, 224, 903]
paragraph: Juandan astian euki dogur eibarren itzaldi bat erriko etxian, edo (casa del pueblo) deritxon lekuan. Itzaldi au erakusten zuan bere lagunak. Itzaldi onen kidea bizkaitarrak alderdi abertzalearen buru zan. Ixiltasun aundia gure alkarte eta lan arduran, beti.	[1267, 1253, 1511, 1337]
paragraph: Iru lau egunerako gure al dator errira ifsoz santu ta gure bezelako antzerki lagundia (compañía de teatro). Ez gure artean gazteak kapar izango dira.	[1016, 1520, 1258, 1561]
subheading: TOLOSA	[602, 125, 661, 139]
subheading: ITZALDIJA	[1350, 1800, 1428, 1816]
paragraph: Eta ez ikusiko dogu Totorikaguenak pun egin, onugalaco ebeeresako jayua ta erri eta gizonak eta txiatertatik baña ikasten diran erresatiakarra.	[6, 1704, 246, 1746]
egunekua-body	[6, 922, 246, 1981]
paragraph: Bertoko abertzaliak gustiak euzko antzerki jaya egiteko asmoak dabez. Laster ixango da.	[1267, 1886, 1511, 1913]
ad-line: RESTAURANT. TERRAZA	[307, 1870, 446, 1882]
paragraph: Sarri entzun diegu irakasleal, aberriaren gaztaroaren maitasunak dakarrela; ben-benetako maitasunak; biri eskatu ta eskein al izateko indarra daramanak.	[507, 202, 756, 258]
paragraph: Euskadi onetan be bardin jazoten da. Tiroka dabiltzazarren eskertarrak, gura dabena egiten dabenarren, orreik estuaz espetxera. Geuretzako dagoz estuntza gustijak. "Arbitrariedades" gustijak nagusi dira. Antzerkijak egiten dauzan batek bere oheto ifhorik estau esautuen gixonen bijotza eta espainatarrena be. Baña euzkotarra'k Zillara bialorik deo ta difuan ori. Sarri esan dogu-baña geure itzak asiak eroyazan. Benavente jaunanrenak be asiak esango ete daus? Estogu uste. Atzerrijan be zabalduko dira, emoko baserdiak zer dagijen yente onakaz jakiñ dagijentzat.	[6, 573, 496, 657]
egunekua-continuation-and-ads	[256, 855, 498, 2201]
article-byline: LAUAXETA	[393, 140, 490, 157]
article-body	[1016, 93, 1511, 744]
paragraph: Aleg.ndu zaitez, ba, gustiok ikastola oyetara juaten eta zintzo gogoan artu ango ikasiak. Orduan. ez dira izendatu Irakasleak, baña esaten duten bezela bi izan go dira, eta beren ahizen-izenak emango dire, urtengo eskeintzan.	[765, 164, 1009, 234]
paragraph: Azkoiti ta Loyola izan goneoro, an aren Azpeiti'ra. Urola-ibaia zillarreko erreka bat bezela dator. Azpeitia'ko kaleak jenderik gabe, ixillik. Gure lagunak an zaiguz. Izena, Erroizuri ta biak elkarrekin.	[1016, 469, 1511, 496]
ad-line: Hotel Torróntegui	[277, 1828, 476, 1856]
paragraph: Zuk Euzkadi'n idatziriduak (eskribidoreak) ondo dakizu beti. Aberrijaren eta gure eskuratzeaz bai lasai euzkera ikasten ta gurekin ibiltzeak. Zorionak zuri, Jeronima.	[507, 1395, 756, 1450]
ad-line: HOTEL-RESTAURANT	[303, 1732, 450, 1744]
